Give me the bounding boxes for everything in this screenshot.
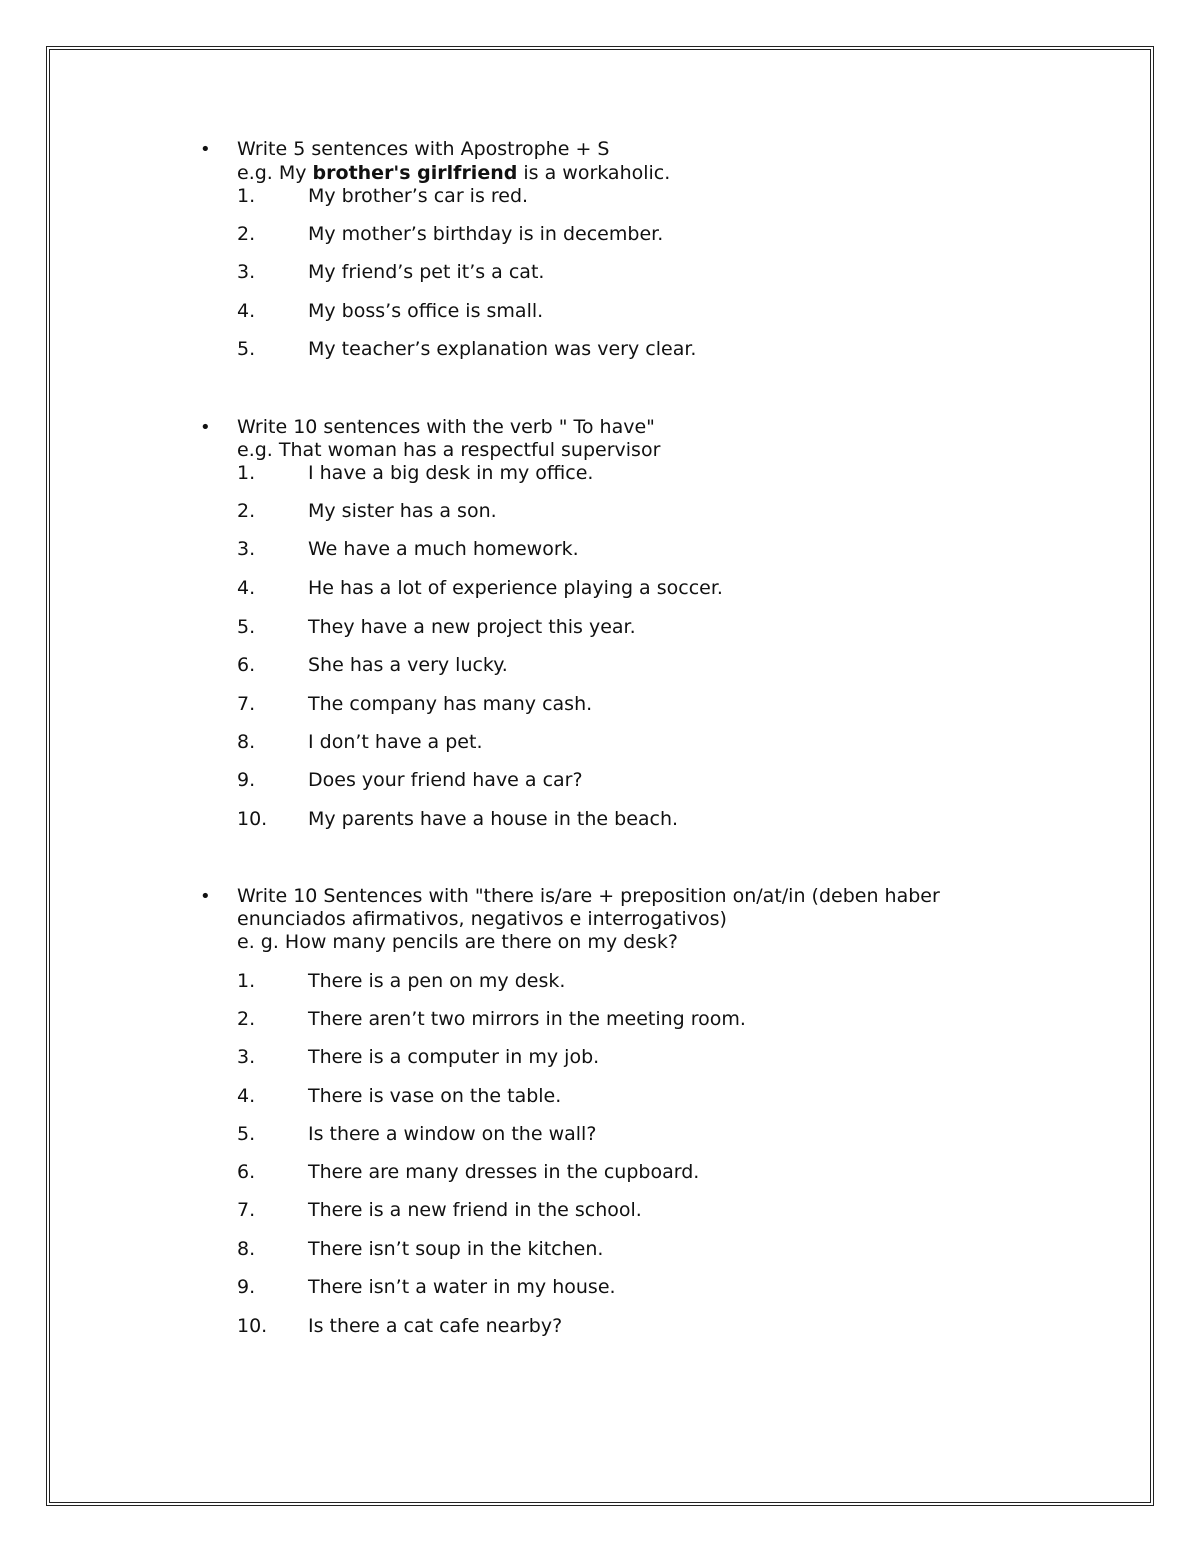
item-text: They have a new project this year.	[308, 616, 636, 638]
list-item	[237, 808, 678, 831]
section-example	[237, 162, 670, 185]
item-text: I have a big desk in my office.	[308, 462, 594, 484]
list-item	[237, 500, 497, 523]
section-heading: Write 10 sentences with the verb " To have"	[237, 416, 655, 438]
list-item	[237, 1315, 562, 1338]
item-number: 10.	[237, 808, 268, 830]
item-number: 3.	[237, 261, 256, 283]
item-text: My brother’s car is red.	[308, 185, 529, 207]
list-item	[237, 1161, 699, 1184]
item-text: There is a pen on my desk.	[308, 970, 566, 992]
list-item	[237, 769, 583, 792]
item-number: 4.	[237, 1085, 256, 1107]
list-item	[237, 261, 544, 284]
section-example: e.g. That woman has a respectful supervisor	[237, 439, 661, 461]
example-bold: brother's girlfriend	[312, 162, 518, 184]
item-number: 2.	[237, 1008, 256, 1030]
list-item	[237, 300, 543, 323]
item-text: There isn’t soup in the kitchen.	[308, 1238, 604, 1260]
item-number: 1.	[237, 970, 256, 992]
list-item	[237, 1008, 746, 1031]
item-number: 2.	[237, 223, 256, 245]
item-number: 1.	[237, 185, 256, 207]
item-text: My friend’s pet it’s a cat.	[308, 261, 545, 283]
list-item	[237, 731, 482, 754]
item-text: My parents have a house in the beach.	[308, 808, 679, 830]
list-item	[237, 538, 579, 561]
item-number: 5.	[237, 616, 256, 638]
list-item	[237, 1199, 642, 1222]
list-item	[237, 1276, 616, 1299]
item-number: 9.	[237, 1276, 256, 1298]
list-item	[237, 1046, 599, 1069]
bullet-icon: •	[200, 886, 211, 907]
item-text: He has a lot of experience playing a soccer.	[308, 577, 723, 599]
item-text: My teacher’s explanation was very clear.	[308, 338, 697, 360]
item-number: 2.	[237, 500, 256, 522]
list-item	[237, 1085, 561, 1108]
item-text: She has a very lucky.	[308, 654, 508, 676]
item-number: 4.	[237, 577, 256, 599]
item-number: 1.	[237, 462, 256, 484]
list-item	[237, 338, 696, 361]
list-item	[237, 693, 592, 716]
item-text: My mother’s birthday is in december.	[308, 223, 664, 245]
item-number: 7.	[237, 1199, 256, 1221]
item-number: 6.	[237, 1161, 256, 1183]
item-number: 6.	[237, 654, 256, 676]
item-text: There is a computer in my job.	[308, 1046, 600, 1068]
section-heading-continued: enunciados afirmativos, negativos e interrogativos)	[237, 908, 727, 930]
item-number: 7.	[237, 693, 256, 715]
item-number: 4.	[237, 300, 256, 322]
item-text: I don’t have a pet.	[308, 731, 483, 753]
list-item	[237, 577, 723, 600]
list-item	[237, 1238, 603, 1261]
item-text: There are many dresses in the cupboard.	[308, 1161, 700, 1183]
item-number: 5.	[237, 1123, 256, 1145]
item-text: We have a much homework.	[308, 538, 579, 560]
example-prefix: e.g. My	[237, 162, 313, 184]
item-number: 8.	[237, 1238, 256, 1260]
item-number: 8.	[237, 731, 256, 753]
section-heading: Write 10 Sentences with "there is/are + preposition on/at/in (deben haber	[237, 885, 940, 907]
item-text: There is a new friend in the school.	[308, 1199, 642, 1221]
item-number: 10.	[237, 1315, 268, 1337]
item-text: There aren’t two mirrors in the meeting room.	[308, 1008, 746, 1030]
list-item	[237, 654, 508, 677]
list-item	[237, 616, 636, 639]
item-number: 3.	[237, 1046, 256, 1068]
bullet-icon: •	[200, 417, 211, 438]
item-number: 9.	[237, 769, 256, 791]
list-item	[237, 223, 663, 246]
item-text: There is vase on the table.	[308, 1085, 562, 1107]
list-item	[237, 185, 528, 208]
item-number: 5.	[237, 338, 256, 360]
list-item	[237, 1123, 596, 1146]
item-number: 3.	[237, 538, 256, 560]
item-text: My sister has a son.	[308, 500, 497, 522]
item-text: The company has many cash.	[308, 693, 593, 715]
bullet-icon: •	[200, 139, 211, 160]
list-item	[237, 462, 593, 485]
item-text: Is there a window on the wall?	[308, 1123, 597, 1145]
item-text: Does your friend have a car?	[308, 769, 583, 791]
item-text: There isn’t a water in my house.	[308, 1276, 616, 1298]
section-heading: Write 5 sentences with Apostrophe + S	[237, 138, 610, 160]
example-suffix: is a workaholic.	[517, 162, 671, 184]
item-text: My boss’s office is small.	[308, 300, 544, 322]
list-item	[237, 970, 565, 993]
section-example: e. g. How many pencils are there on my desk?	[237, 931, 678, 953]
item-text: Is there a cat cafe nearby?	[308, 1315, 563, 1337]
